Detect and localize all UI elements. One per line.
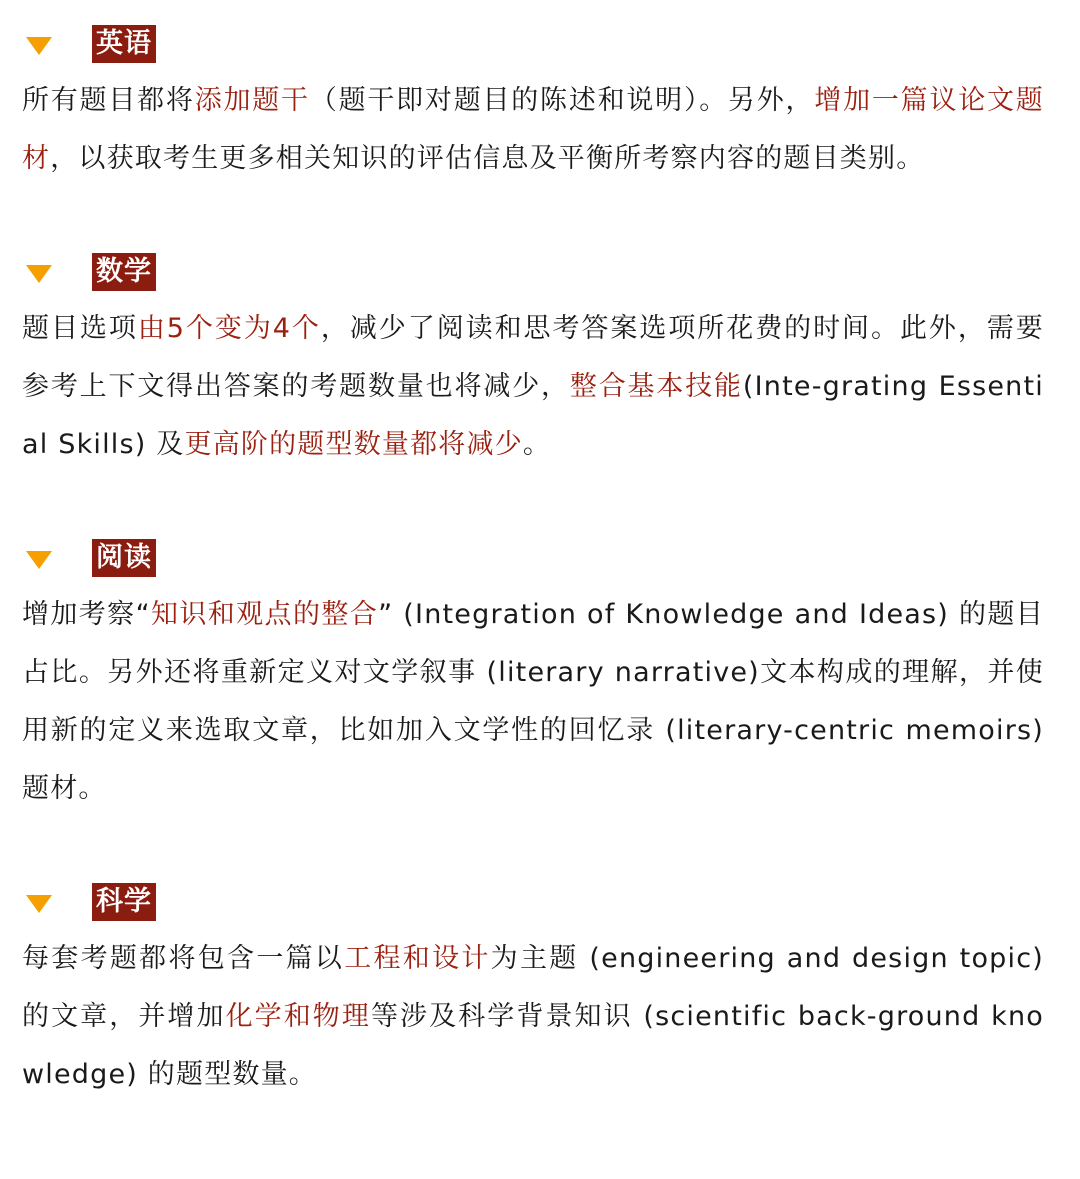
text-segment: ” (Integration of Knowledge and Ideas) 的题目占比。另外还将重新定义对文学叙事 (literary narrative)文本构成的理解，并使用新的定义来选取文章，比如加入文学性的回忆录 (literary-centric memoirs)题材。 bbox=[22, 599, 1044, 804]
text-segment: 所有题目都将 bbox=[22, 85, 195, 116]
highlight-segment: 工程和设计 bbox=[344, 943, 491, 974]
highlight-segment: 更高阶的题型数量都将减少 bbox=[184, 429, 523, 460]
section-paragraph bbox=[22, 586, 1044, 818]
section-paragraph bbox=[22, 72, 1044, 188]
section-heading bbox=[26, 250, 1044, 294]
section-reading bbox=[22, 536, 1044, 818]
triangle-down-icon bbox=[26, 551, 52, 569]
highlight-segment: 增加一篇议论文题材 bbox=[22, 85, 1044, 174]
text-segment: 题目选项 bbox=[22, 313, 138, 344]
section-paragraph bbox=[22, 930, 1044, 1104]
text-segment: ，减少了阅读和思考答案选项所花费的时间。此外，需要参考上下文得出答案的考题数量也将减少， bbox=[22, 313, 1044, 402]
triangle-down-icon bbox=[26, 895, 52, 913]
section-heading bbox=[26, 880, 1044, 924]
text-segment: 等涉及科学背景知识 (scientific back-ground knowledge) 的题型数量。 bbox=[22, 1001, 1044, 1090]
text-segment: （题干即对题目的陈述和说明）。另外， bbox=[309, 85, 815, 116]
text-segment: (Inte-grating Essential Skills) 及 bbox=[22, 371, 1044, 460]
section-title: 英语 bbox=[92, 25, 156, 63]
section-title: 科学 bbox=[92, 883, 156, 921]
section-math bbox=[22, 250, 1044, 474]
section-heading bbox=[26, 536, 1044, 580]
highlight-segment: 知识和观点的整合 bbox=[150, 599, 379, 630]
highlight-segment: 由5个变为4个 bbox=[137, 313, 321, 344]
section-title: 数学 bbox=[92, 253, 156, 291]
section-paragraph bbox=[22, 300, 1044, 474]
section-heading bbox=[26, 22, 1044, 66]
highlight-segment: 添加题干 bbox=[194, 85, 310, 116]
triangle-down-icon bbox=[26, 265, 52, 283]
text-segment: 增加考察“ bbox=[22, 599, 151, 630]
highlight-segment: 整合基本技能 bbox=[569, 371, 743, 402]
text-segment: 每套考题都将包含一篇以 bbox=[22, 943, 345, 974]
text-segment: 。 bbox=[522, 429, 552, 460]
triangle-down-icon bbox=[26, 37, 52, 55]
text-segment: 为主题 (engineering and design topic) 的文章，并增加 bbox=[22, 943, 1044, 1032]
section-science bbox=[22, 880, 1044, 1104]
text-segment: ，以获取考生更多相关知识的评估信息及平衡所考察内容的题目类别。 bbox=[50, 143, 925, 174]
highlight-segment: 化学和物理 bbox=[225, 1001, 371, 1032]
section-title: 阅读 bbox=[92, 539, 156, 577]
section-english bbox=[22, 22, 1044, 188]
